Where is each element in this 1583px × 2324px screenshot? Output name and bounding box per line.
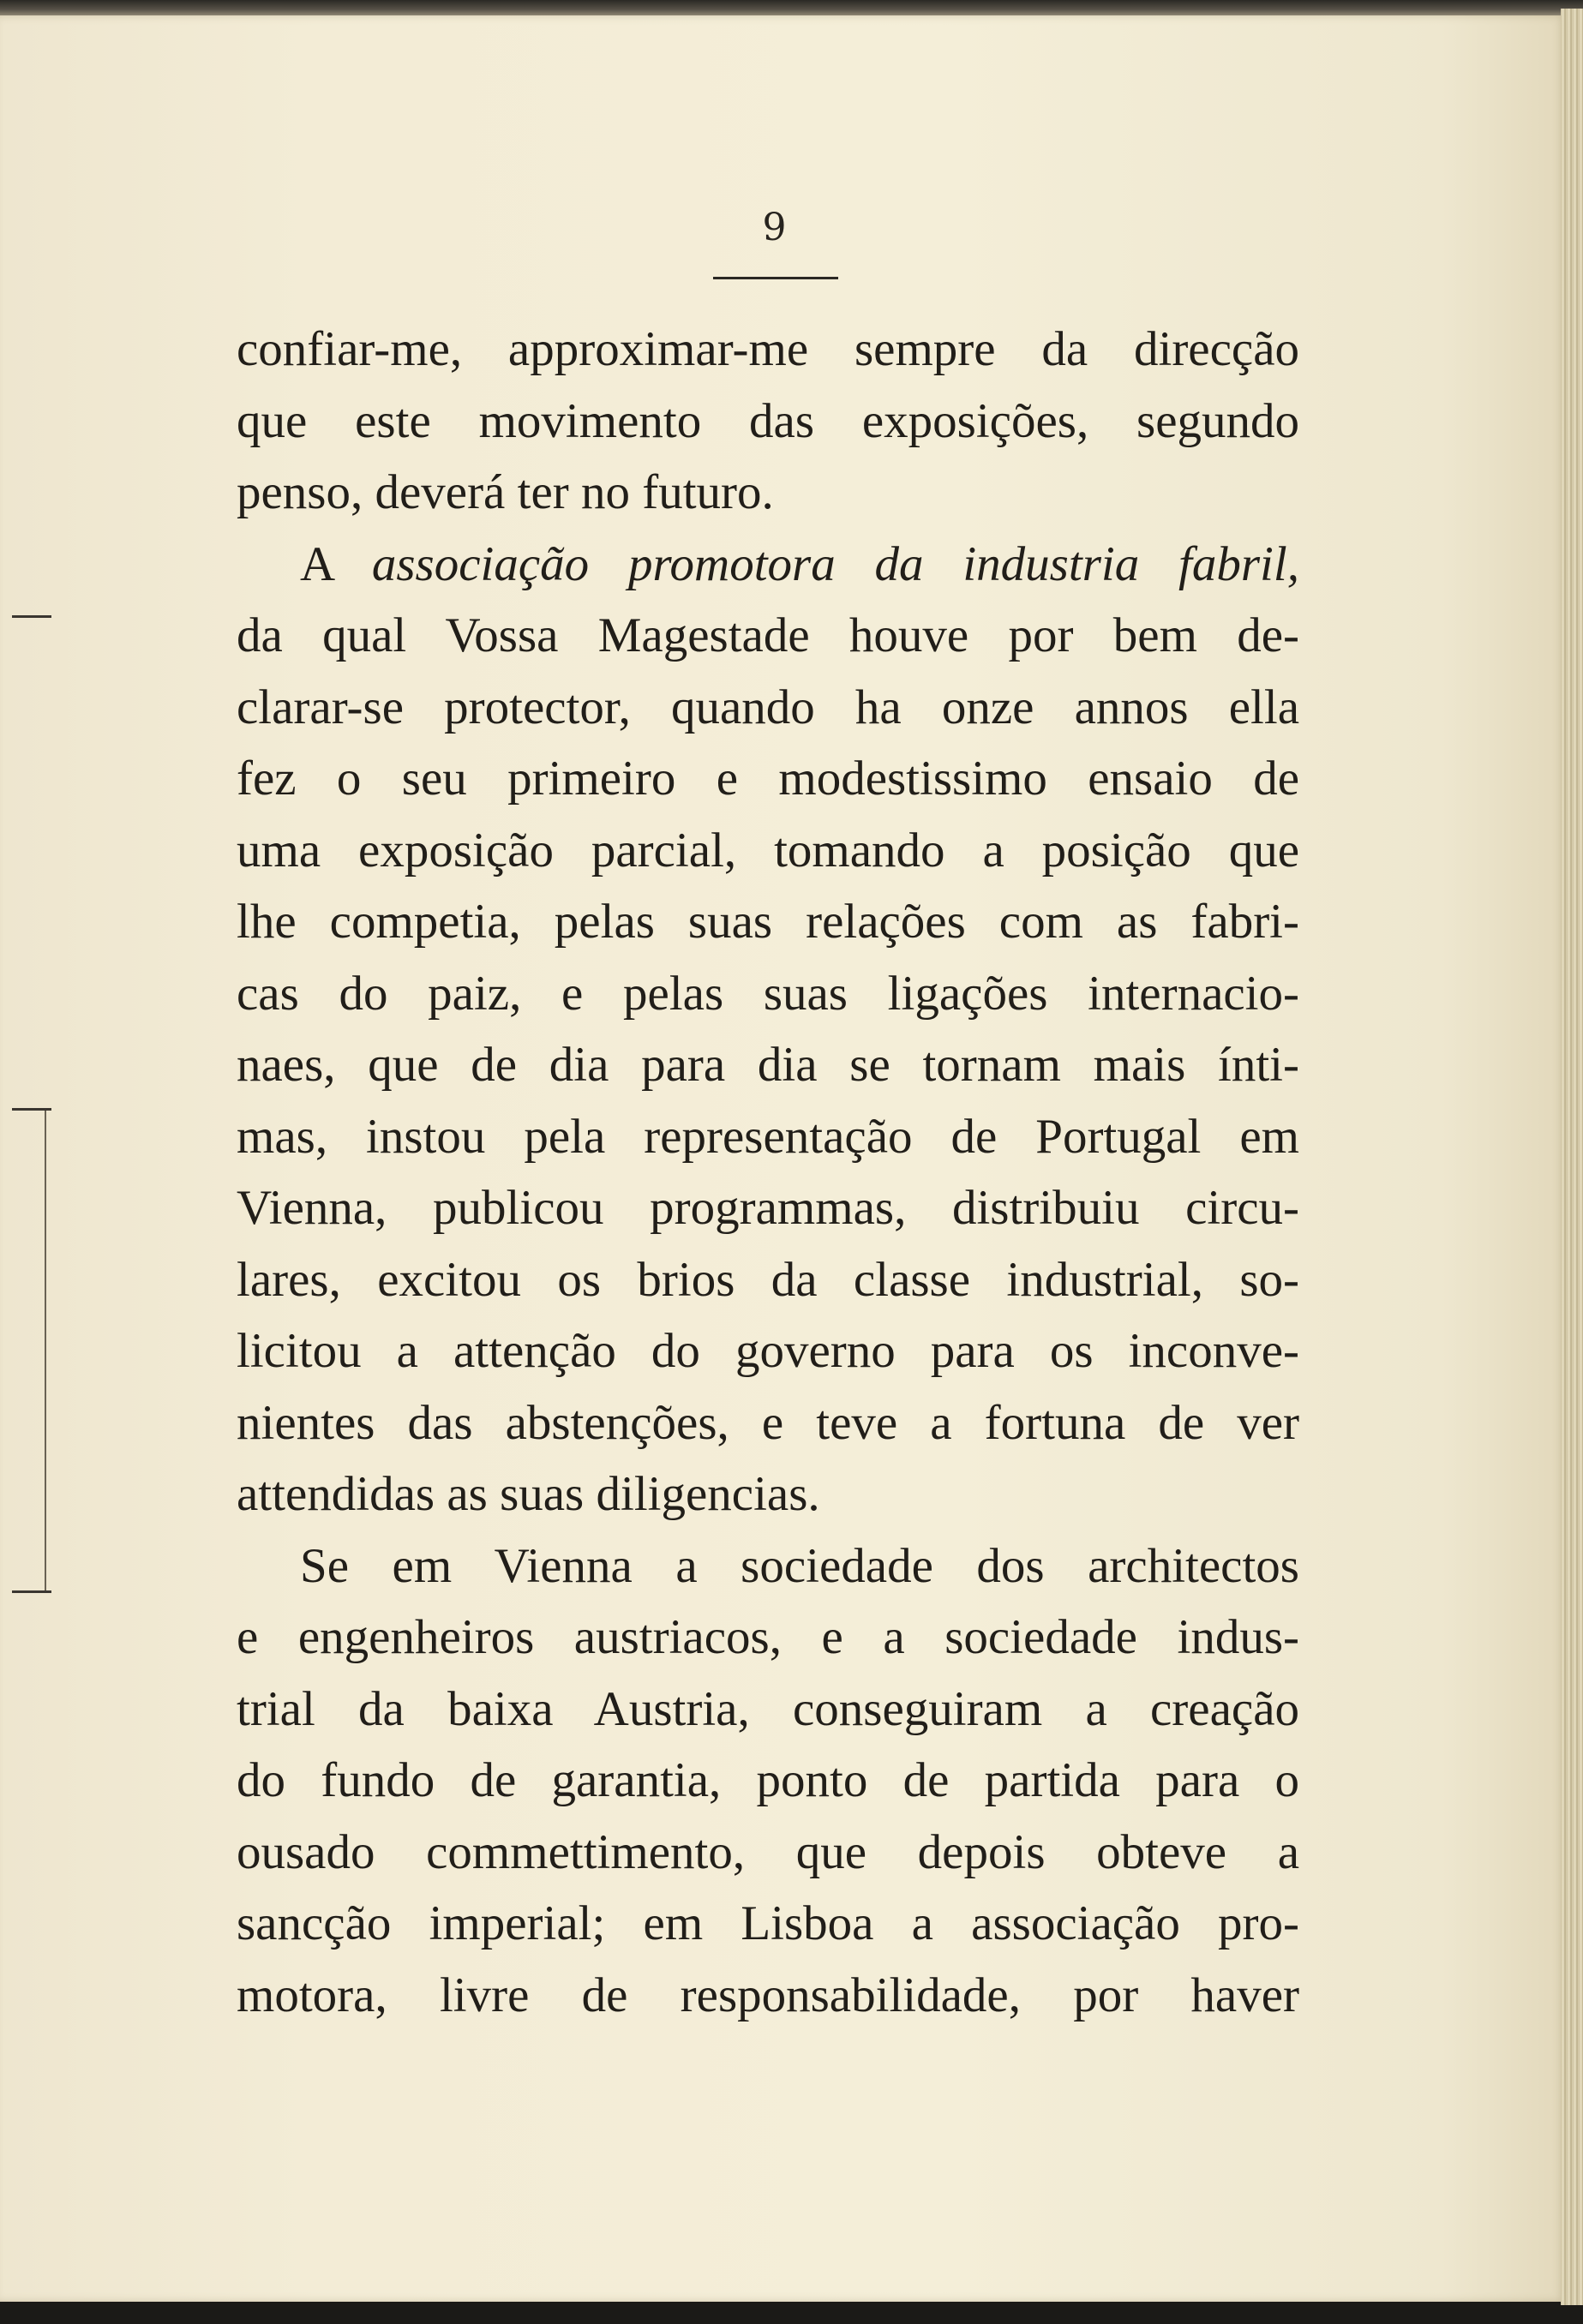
text-line: Se em Vienna a sociedade dos architectos: [300, 1538, 1299, 1593]
text-line: cas do paiz, e pelas suas ligações internacio-: [237, 966, 1299, 1021]
text-line: ousado commettimento, que depois obteve a: [237, 1824, 1299, 1879]
text-line: nientes das abstenções, e teve a fortuna de ver: [237, 1395, 1299, 1450]
text-line: mas, instou pela representação de Portugal em: [237, 1109, 1299, 1164]
book-top-edge: [0, 0, 1583, 15]
page-edges: [1561, 9, 1583, 2305]
text-line: do fundo de garantia, ponto de partida para o: [237, 1753, 1299, 1807]
text-line: naes, que de dia para dia se tornam mais ínti-: [237, 1038, 1299, 1092]
italic-phrase: associação promotora da industria fabril,: [371, 536, 1299, 591]
text-line: attendidas as suas diligencias.: [237, 1467, 820, 1521]
paragraph-first-line: [237, 529, 1299, 601]
paper-sheet: [0, 15, 1567, 2302]
page-number-rule: [713, 277, 838, 279]
text-line: motora, livre de responsabilidade, por haver: [237, 1968, 1299, 2022]
margin-mark: [12, 615, 51, 618]
margin-rule: [45, 1111, 46, 1590]
text-line: lhe competia, pelas suas relações com as fabri-: [237, 895, 1299, 949]
text-line: lares, excitou os brios da classe industrial, so-: [237, 1252, 1299, 1307]
text-line: licitou a attenção do governo para os inconve-: [237, 1324, 1299, 1378]
text-line: sancção imperial; em Lisboa a associação pro-: [237, 1896, 1299, 1950]
margin-mark: [12, 1590, 51, 1593]
text-line: que este movimento das exposições, segundo: [237, 393, 1299, 448]
text-line: confiar-me, approximar-me sempre da direcção: [237, 322, 1299, 376]
text-line: trial da baixa Austria, conseguiram a creação: [237, 1681, 1299, 1736]
text-line: fez o seu primeiro e modestissimo ensaio de: [237, 752, 1299, 806]
text-line: Vienna, publicou programmas, distribuiu circu-: [237, 1181, 1299, 1235]
paragraph-start: A: [300, 536, 372, 591]
text-line: da qual Vossa Magestade houve por bem de-: [237, 608, 1299, 662]
text-line: e engenheiros austriacos, e a sociedade indus-: [237, 1610, 1299, 1664]
text-line: penso, deverá ter no futuro.: [237, 465, 774, 519]
page-number: 9: [762, 206, 788, 249]
text-line: uma exposição parcial, tomando a posição que: [237, 823, 1299, 877]
text-line: clarar-se protector, quando ha onze annos ella: [237, 680, 1299, 734]
body-text: [237, 314, 1299, 2031]
